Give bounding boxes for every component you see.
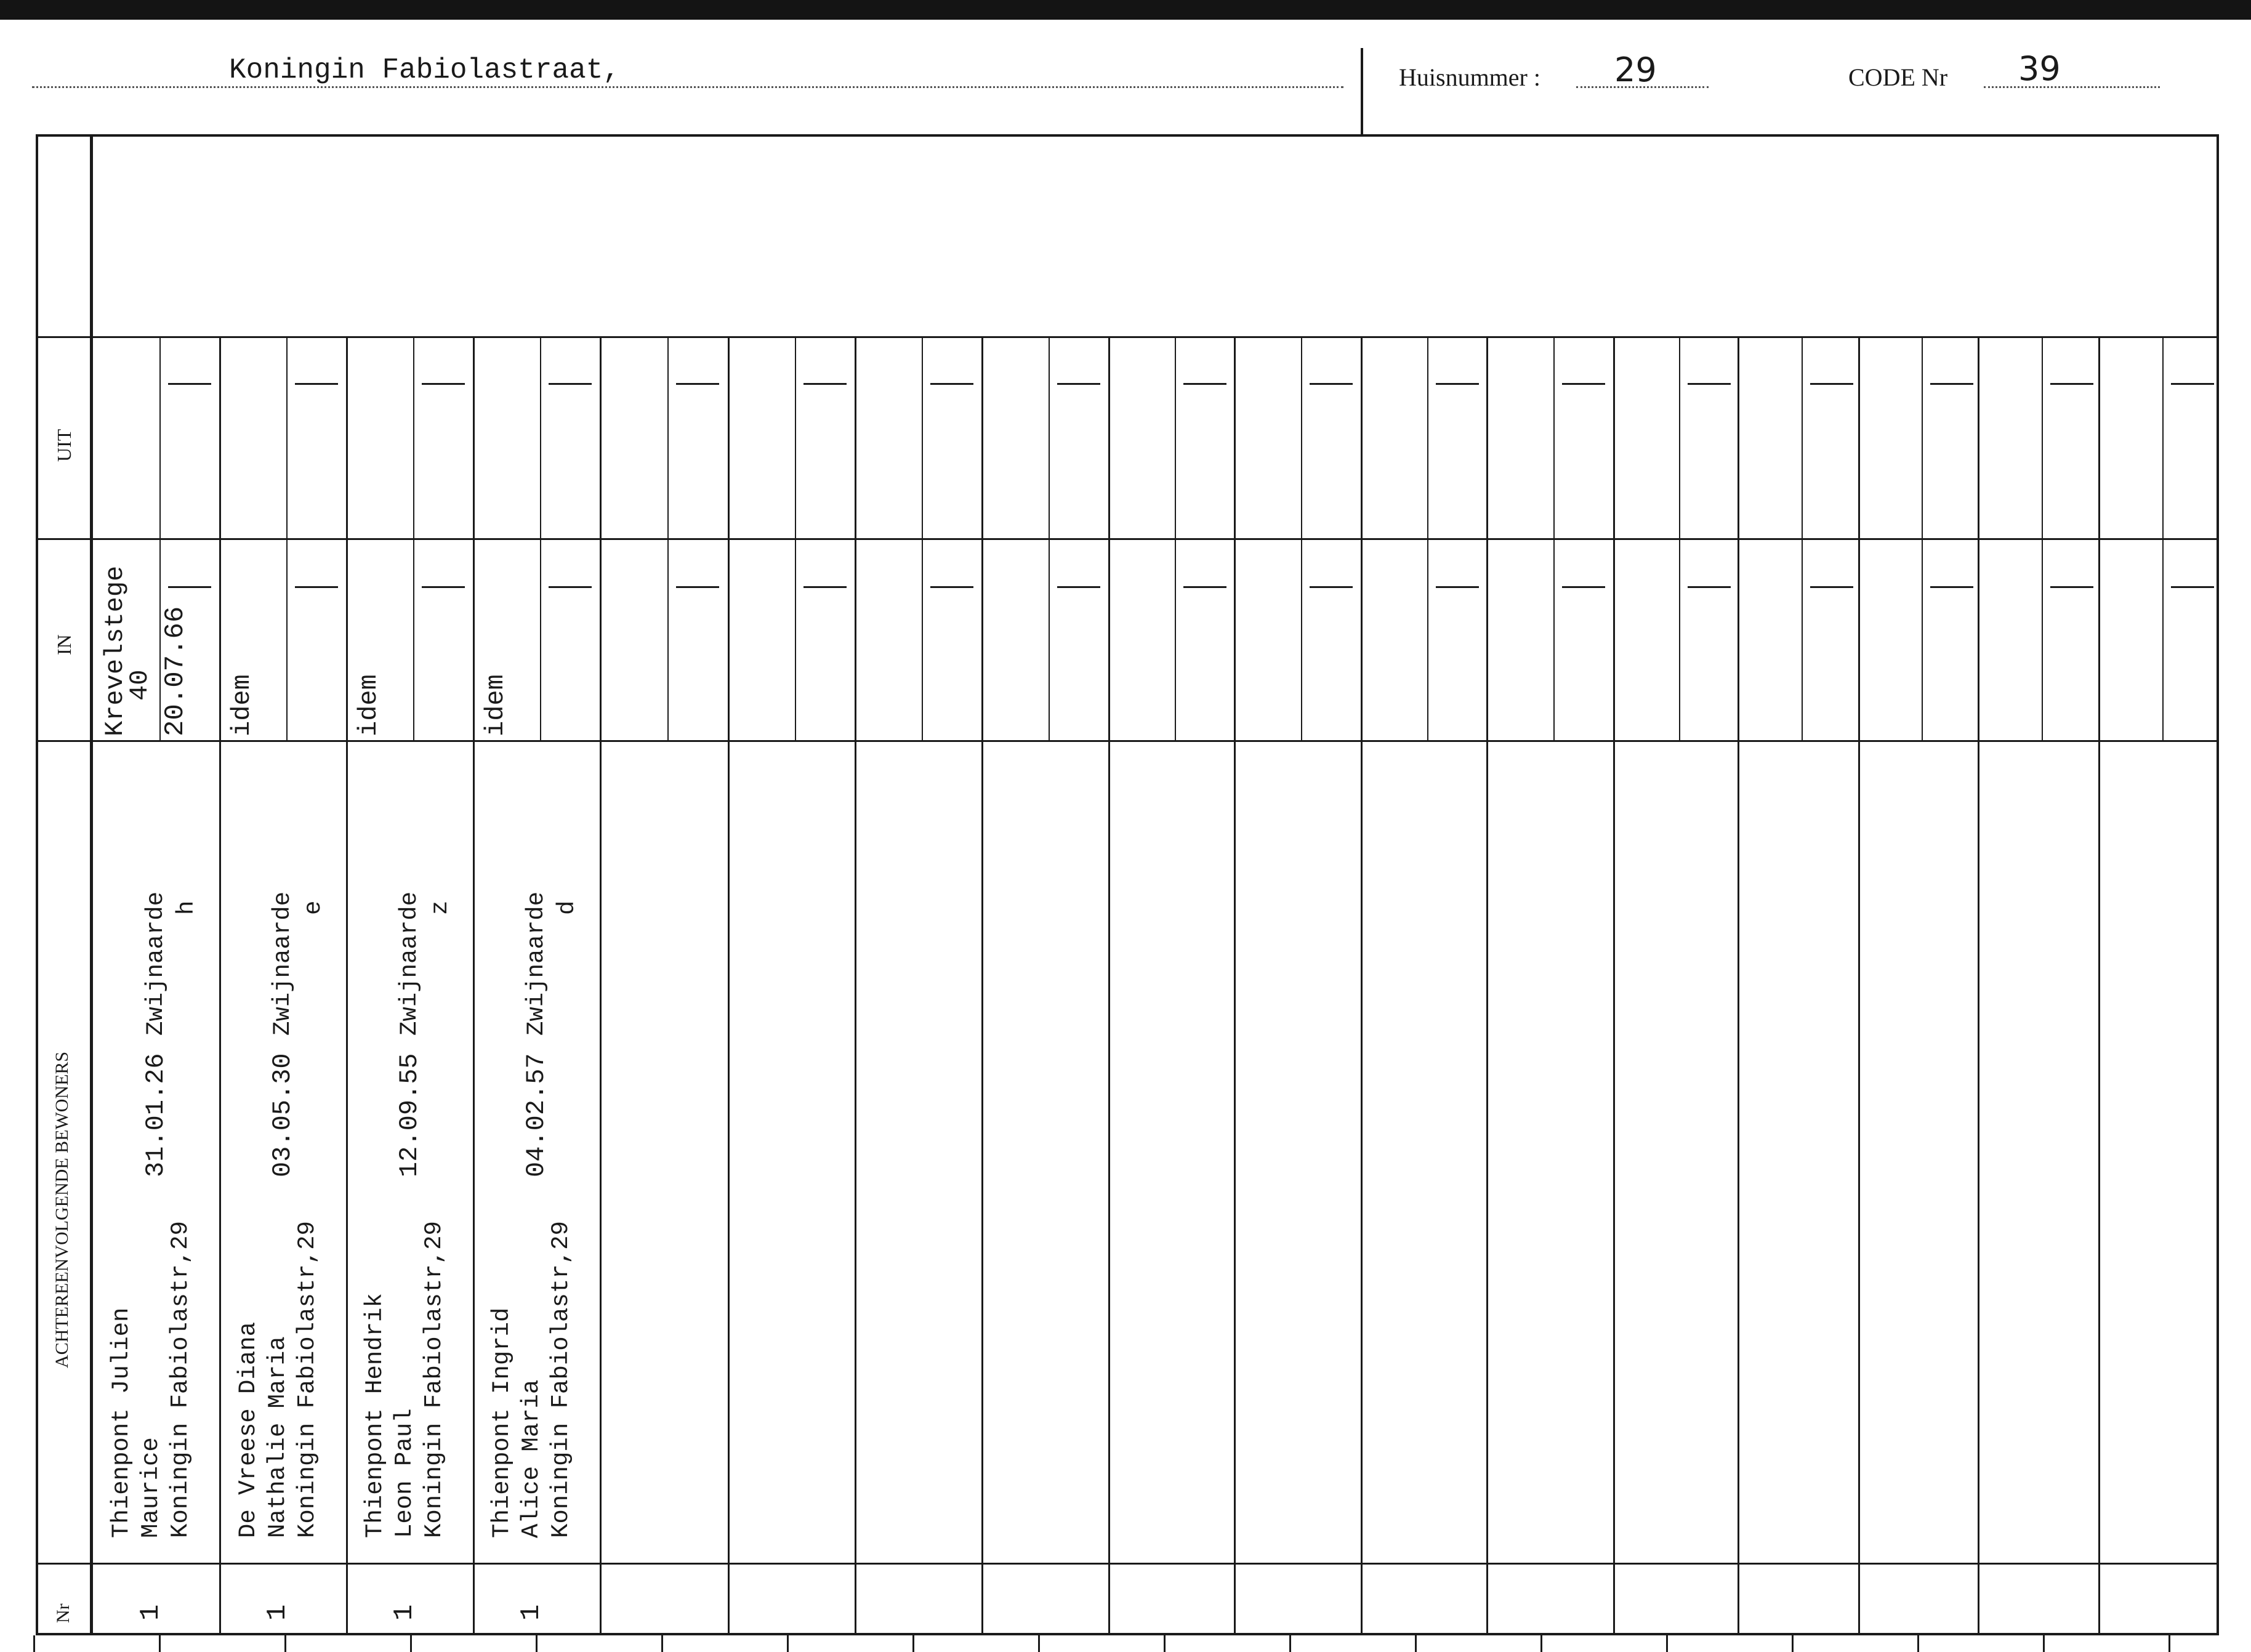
bottom-tick <box>2168 1635 2170 1652</box>
sub-column-line <box>1802 336 1803 740</box>
sub-column-line <box>1922 336 1923 740</box>
bottom-tick <box>2043 1635 2045 1652</box>
sub-column-line <box>540 336 541 740</box>
empty-date-dash <box>1688 383 1731 385</box>
resident-in-line1: Krevelstege <box>100 565 130 736</box>
bottom-tick <box>410 1635 412 1652</box>
column-line <box>2098 336 2100 1635</box>
empty-date-dash <box>1183 586 1226 588</box>
sub-column-line <box>667 336 669 740</box>
header-divider <box>1361 48 1363 134</box>
empty-date-dash <box>803 586 847 588</box>
empty-date-dash <box>1810 383 1853 385</box>
sub-column-line <box>2162 336 2164 740</box>
column-line <box>855 336 856 1635</box>
resident-birthplace: Zwijnaarde <box>269 891 296 1036</box>
resident-name-line2: Leon Paul <box>391 1408 418 1538</box>
sub-column-line <box>1427 336 1428 740</box>
column-line <box>728 336 730 1635</box>
top-scan-edge <box>0 0 2251 20</box>
resident-address: Koningin Fabiolastr,29 <box>547 1221 574 1538</box>
empty-date-dash <box>295 383 338 385</box>
empty-date-dash <box>2171 586 2214 588</box>
resident-relation: h <box>173 900 200 915</box>
empty-date-dash <box>1183 383 1226 385</box>
code-dotted-line <box>1984 86 2160 88</box>
sub-column-line <box>2042 336 2043 740</box>
column-line <box>600 336 602 1635</box>
street-dotted-line <box>32 86 1343 88</box>
bottom-tick <box>159 1635 161 1652</box>
column-line <box>981 336 983 1635</box>
resident-dob: 04.02.57 <box>521 1053 551 1177</box>
sub-column-line <box>286 336 288 740</box>
resident-nr: 1 <box>262 1604 293 1621</box>
bottom-tick <box>1792 1635 1794 1652</box>
resident-in-date: 20.07.66 <box>160 606 191 736</box>
row-line-bewoners-top <box>36 740 2219 742</box>
empty-date-dash <box>549 383 592 385</box>
sub-column-line <box>413 336 414 740</box>
bewoners-label: ACHTEREENVOLGENDE BEWONERS <box>52 1051 72 1368</box>
sub-column-line <box>1301 336 1302 740</box>
resident-in-line1: idem <box>354 674 384 736</box>
sub-column-line <box>922 336 923 740</box>
in-label: IN <box>53 634 75 655</box>
resident-dob: 31.01.26 <box>141 1053 171 1177</box>
column-line <box>1858 336 1860 1635</box>
bottom-tick <box>1289 1635 1291 1652</box>
resident-in-line1: idem <box>481 674 510 736</box>
street-name: Koningin Fabiolastraat, <box>229 54 620 86</box>
empty-date-dash <box>2050 383 2093 385</box>
resident-dob: 12.09.55 <box>395 1053 424 1177</box>
empty-date-dash <box>1436 586 1479 588</box>
bottom-tick <box>33 1635 35 1652</box>
sub-column-line <box>1175 336 1176 740</box>
resident-address: Koningin Fabiolastr,29 <box>294 1221 321 1538</box>
empty-date-dash <box>1436 383 1479 385</box>
bottom-tick <box>1164 1635 1166 1652</box>
bottom-tick <box>536 1635 538 1652</box>
empty-date-dash <box>676 383 719 385</box>
sub-column-line <box>1049 336 1050 740</box>
sub-column-line <box>1553 336 1555 740</box>
bottom-tick <box>1666 1635 1668 1652</box>
empty-date-dash <box>168 586 211 588</box>
resident-name-line1: De Vreese Diana <box>235 1321 262 1538</box>
resident-dob: 03.05.30 <box>268 1053 297 1177</box>
resident-name-line1: Thienpont Ingrid <box>488 1307 515 1538</box>
code-value: 39 <box>2018 49 2061 88</box>
resident-in-line2: 40 <box>125 669 155 701</box>
empty-date-dash <box>2171 383 2214 385</box>
empty-date-dash <box>1310 586 1353 588</box>
resident-relation: z <box>427 900 454 915</box>
column-line <box>346 336 348 1635</box>
empty-date-dash <box>422 383 465 385</box>
huisnummer-dotted-line <box>1576 86 1709 88</box>
empty-date-dash <box>168 383 211 385</box>
resident-name-line2: Maurice <box>137 1437 164 1538</box>
nr-label: Nr <box>53 1603 73 1623</box>
uit-label: UIT <box>53 429 75 462</box>
empty-date-dash <box>1562 383 1605 385</box>
label-column-divider <box>90 134 93 1635</box>
empty-date-dash <box>1057 586 1100 588</box>
bottom-tick <box>912 1635 914 1652</box>
empty-date-dash <box>422 586 465 588</box>
row-line-in-top <box>36 538 2219 540</box>
resident-nr: 1 <box>389 1604 420 1621</box>
resident-nr: 1 <box>516 1604 547 1621</box>
empty-date-dash <box>295 586 338 588</box>
column-line <box>1234 336 1236 1635</box>
empty-date-dash <box>1562 586 1605 588</box>
resident-relation: e <box>300 900 327 915</box>
huisnummer-label: Huisnummer : <box>1399 63 1540 91</box>
column-line <box>219 336 221 1635</box>
column-line <box>1108 336 1110 1635</box>
row-line-uit-top <box>36 336 2219 338</box>
empty-date-dash <box>1310 383 1353 385</box>
huisnummer-value: 29 <box>1614 50 1657 89</box>
empty-date-dash <box>2050 586 2093 588</box>
column-line <box>1738 336 1739 1635</box>
resident-relation: d <box>554 900 581 915</box>
empty-date-dash <box>803 383 847 385</box>
resident-nr: 1 <box>135 1604 166 1621</box>
sub-column-line <box>1679 336 1680 740</box>
row-line-nr-top <box>36 1563 2219 1565</box>
bottom-tick <box>1540 1635 1542 1652</box>
resident-name-line2: Alice Maria <box>518 1379 545 1538</box>
resident-name-line1: Thienpont Hendrik <box>361 1293 389 1538</box>
resident-name-line2: Nathalie Maria <box>264 1336 291 1538</box>
resident-name-line1: Thienpont Julien <box>108 1307 135 1538</box>
empty-date-dash <box>1688 586 1731 588</box>
bottom-tick <box>1038 1635 1040 1652</box>
column-line <box>1978 336 1979 1635</box>
resident-in-line1: idem <box>227 674 257 736</box>
bottom-tick <box>1917 1635 1919 1652</box>
bottom-tick <box>787 1635 789 1652</box>
resident-address: Koningin Fabiolastr,29 <box>167 1221 194 1538</box>
column-line <box>1361 336 1363 1635</box>
resident-birthplace: Zwijnaarde <box>142 891 169 1036</box>
empty-date-dash <box>676 586 719 588</box>
bottom-tick <box>284 1635 286 1652</box>
resident-birthplace: Zwijnaarde <box>523 891 550 1036</box>
bottom-tick <box>1415 1635 1417 1652</box>
sub-column-line <box>795 336 796 740</box>
column-line <box>1486 336 1488 1635</box>
column-line <box>473 336 475 1635</box>
code-label: CODE Nr <box>1848 63 1948 91</box>
empty-date-dash <box>1930 383 1973 385</box>
empty-date-dash <box>1930 586 1973 588</box>
empty-date-dash <box>549 586 592 588</box>
empty-date-dash <box>1057 383 1100 385</box>
empty-date-dash <box>930 383 973 385</box>
empty-date-dash <box>1810 586 1853 588</box>
resident-birthplace: Zwijnaarde <box>396 891 423 1036</box>
bottom-tick <box>661 1635 663 1652</box>
resident-address: Koningin Fabiolastr,29 <box>421 1221 448 1538</box>
column-line <box>1613 336 1615 1635</box>
empty-date-dash <box>930 586 973 588</box>
